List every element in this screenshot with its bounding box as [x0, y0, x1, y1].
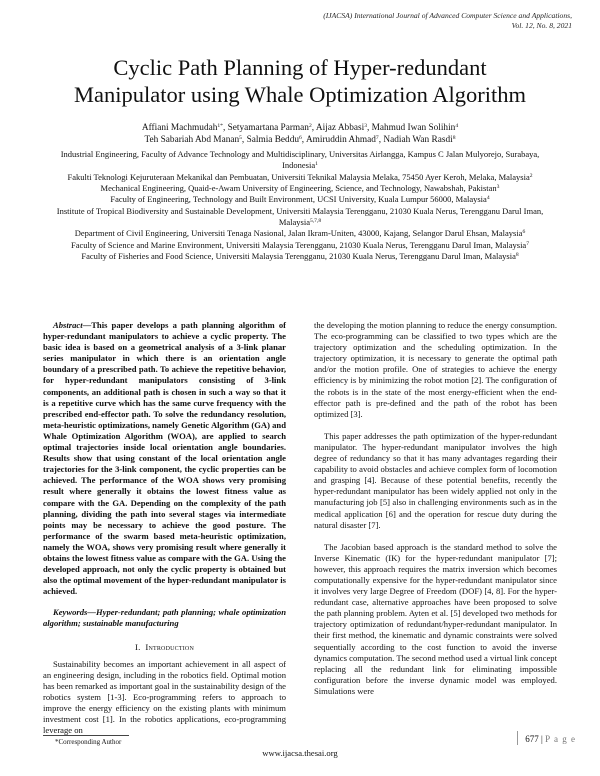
journal-name: (IJACSA) International Journal of Advanced Computer Science and Applications,: [323, 11, 572, 20]
author-list: [40, 122, 560, 146]
body-paragraph: the developing the motion planning to reduce the energy consumption. The eco-programming can be classified to two types which are the trajectory optimization and the scheduling optimization. In the trajectory optimization, it is necessary to generate the optimal path and/or the motion profile. One of strategies to achieve the energy efficiency is by minimizing the robot motion [2]. The configuration of the robots is in the state of the most energy-efficient when the end-effector path is pre-defined and the path of the robot has been optimized [3].: [314, 320, 557, 419]
journal-volume: Vol. 12, No. 8, 2021: [511, 21, 572, 30]
footnote-divider: [43, 735, 129, 736]
paper-title: [40, 54, 560, 108]
keywords: Keywords—Hyper-redundant; path planning; whale optimization algorithm; sustainable manufacturing: [43, 607, 286, 629]
author-sup: 5: [239, 135, 242, 141]
affiliation: Faculty of Engineering, Technology and Built Environment, UCSI University, Kuala Lumpur 56000, Malaysia$^4$: [110, 194, 490, 205]
affiliation: Institute of Tropical Biodiversity and Sustainable Development, Universiti Malaysia Terengganu, 21030 Kuala Nerus, Terengganu Darul Iman, Malaysia$^{5,7,8}$: [56, 205, 544, 227]
page-number-divider: [517, 731, 518, 745]
affiliation: Industrial Engineering, Faculty of Advance Technology and Multidisciplinary, Universitas Airlangga, Kampus C Jalan Mulyorejo, Surabaya, Indonesia$^1$: [60, 149, 540, 171]
affiliation: Mechanical Engineering, Quaid-e-Awam University of Engineering, Science, and Technology, Nawabshah, Pakistan$^3$: [100, 182, 500, 193]
author-name: Salmia Beddu: [246, 135, 299, 145]
author-sup: 6: [299, 135, 302, 141]
abstract: [43, 320, 286, 597]
page-number: 677 | P a g e: [525, 734, 576, 744]
affiliation: Fakulti Teknologi Kejuruteraan Mekanikal dan Pembuatan, Universiti Teknikal Malaysia Melaka, 75450 Ayer Keroh, Melaka, Malaysia$^2$: [67, 171, 533, 182]
body-paragraph: This paper addresses the path optimization of the hyper-redundant manipulator. The hyper-redundant manipulator involves the high degree of redundancy so that it has many advantages regarding their capability to avoid obstacles and achieve complex form of locomotion and grasping [4]. Because of these potential benefits, recently the hyper-redundant manipulator has been widely applied not only in the manufacturing job [5] also in challenging environments such as in the medical application [6] and the operation for rescue duty during the natural disaster [7].: [314, 430, 557, 530]
author-name: Aijaz Abbasi: [315, 123, 365, 133]
author-line-1: Affiani Machmudah$^{1*}$, Setyamartana Parman$^2$, Aijaz Abbasi$^3$, Mahmud Iwan Solihin$^4$: [141, 123, 459, 133]
affiliation-list: [46, 149, 554, 263]
author-sup: 3: [364, 123, 367, 129]
author-sup: 7: [375, 135, 379, 141]
author-sup: 1*: [217, 123, 223, 129]
author-line-2: Teh Sabariah Abd Manan$^5$, Salmia Beddu$^6$, Amiruddin Ahmad$^7$, Nadiah Wan Rasdi$^8$: [144, 135, 456, 145]
body-paragraph: The Jacobian based approach is the standard method to solve the Inverse Kinematic (IK) for the hyper-redundant manipulator [7]; however, this approach requires the matrix inversion which becomes computationally expensive for the hyper-redundant manipulator since it involves very large Degree of Freedom (DOF) [4, 8]. For the hyper-redundant case, alternative approaches have been proposed to solve the path planning problem. Ayten et al. [5] developed two methods for trajectory optimization of redundant/hyper-redundant manipulator. In their first method, the kinematic and dynamic constraints were solved sequentially according to the cost function to avoid the inverse dynamics computation. The second method used a virtual link concept replacing all the redundant link for eliminating impossible configuration before the inverse dynamic model was employed. Simulations were: [314, 541, 557, 696]
abstract-label: Abstract—: [53, 320, 92, 330]
author-sup: 4: [455, 123, 459, 129]
author-name: Setyamartana Parman: [227, 123, 309, 133]
abstract-body: This paper develops a path planning algorithm of hyper-redundant manipulators to achieve a cyclic property. The basic idea is based on a geometrical analysis of a 3-link planar series manipulator in which there is an orientation angle boundary of a prescribed path. To achieve the repetitive behavior, for hyper-redundant manipulators consisting of 3-link components, an additional path is chosen in such a way so that it is a repetitive curve which has the same curve frequency with the prescribed end-effector path. To solve the redundancy resolution, meta-heuristic optimizations, namely Genetic Algorithm (GA) and Whale Optimization Algorithm (WOA), are applied to search optimal trajectories inside local orientation angle boundaries. Results show that using constant of the local orientation angle trajectories for the 3-link component, the cyclic properties can be achieved. The performance of the WOA shows very promising result where generally it obtains the lowest fitness value as compare with the GA. Depending on the complexity of the path planning, dividing the path into several stages via intermediate points may be necessary to achieve the good posture. The performance of the swarm based meta-heuristic optimization, namely the WOA, shows very promising result where generally it obtains the lowest fitness value as compare with the GA. Using the developed approach, not only the cyclic property is obtained but also the optimal movement of the hyper-redundant manipulator is achieved.: [43, 320, 286, 597]
affiliation: Faculty of Science and Marine Environment, Universiti Malaysia Terengganu, 21030 Kuala Nerus, Terengganu Darul Iman, Malaysia$^7$: [70, 239, 530, 250]
left-column: [43, 320, 286, 736]
author-name: Mahmud Iwan Solihin: [371, 123, 456, 133]
author-name: Nadiah Wan Rasdi: [383, 135, 453, 145]
author-sup: 2: [308, 123, 312, 129]
right-column: [314, 320, 557, 697]
paper-title-line-2: Manipulator using Whale Optimization Algorithm: [73, 82, 527, 107]
section-heading: I. Introduction: [134, 641, 194, 652]
paper-title-line-1: Cyclic Path Planning of Hyper-redundant: [113, 55, 487, 80]
journal-header: [192, 11, 572, 31]
footer-url[interactable]: www.ijacsa.thesai.org: [262, 748, 338, 758]
intro-paragraph-1: Sustainability becomes an important achievement in all aspect of an engineering design, including in the robotics field. Optimal motion has been remarked as important goal in the sustainability design of the robotics system [1-3]. Eco-programming refers to approach to improve the energy efficiency on the existing plants with minimum investment cost [1]. In the robotics applications, eco-programming leverage on: [43, 658, 286, 736]
affiliation: Faculty of Fisheries and Food Science, Universiti Malaysia Terengganu, 21030 Kuala Nerus, Terengganu Darul Iman, Malaysia$^8$: [81, 251, 519, 262]
author-name: Affiani Machmudah: [141, 123, 218, 133]
affiliation: Department of Civil Engineering, Universiti Tenaga Nasional, Jalan Ikram-Uniten, 43000, Kajang, Selangor Darul Ehsan, Malaysia$^6$: [74, 228, 526, 239]
author-name: Amiruddin Ahmad: [305, 135, 376, 145]
author-sup: 8: [452, 135, 456, 141]
author-name: Teh Sabariah Abd Manan: [144, 135, 240, 145]
footnote: *Corresponding Author: [55, 738, 122, 746]
